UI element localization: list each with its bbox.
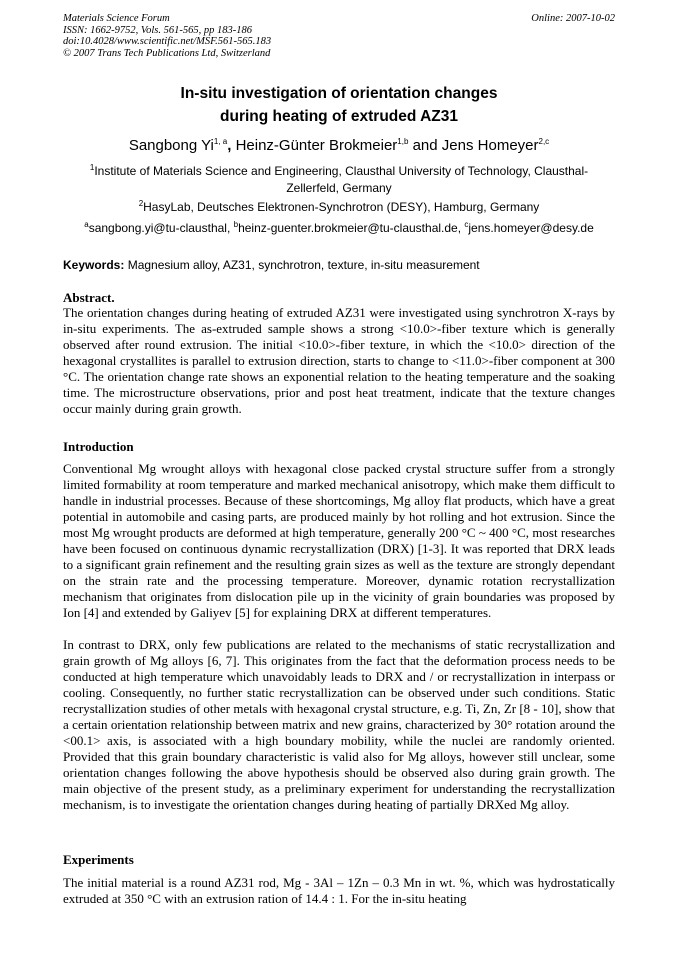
author-superscript: 1, a — [213, 137, 228, 146]
abstract-body: The orientation changes during heating of extruded AZ31 were investigated using synchrotron X-rays by in-situ experiments. The as-extruded sample shows a strong <10.0>-fiber texture which is generally observed after round extrusion. The initial <10.0>-fiber texture, in which the <10.0> direction of the hexagonal crystallites is parallel to extrusion direction, starts to change to <11.0>-fiber component at 300 °C. The orientation change rate shows an exponential relation to the heating temperature and the soaking time. The microstructure observations, prior and post heat treatment, indicate that the texture changes occur mainly during grain growth. — [63, 305, 615, 416]
title-line-2: during heating of extruded AZ31 — [220, 108, 458, 125]
introduction-paragraph-2: In contrast to DRX, only few publications are related to the mechanisms of static recrystallization and grain growth of Mg alloys [6, 7]. This originates from the fact that the deformation process needs to be conducted at high temperature which unavoidably leads to DRX and / or recrystallization in interpass or cooling. Consequently, no further static recrystallization can be observed under such conditions. Static recrystallization studies of other metals with hexagonal crystal structure, e.g. Ti, Zn, Zr [8 - 10], show that a certain orientation relationship between matrix and new grains, characterized by 30° rotation around the <00.1> axis, is associated with a high boundary mobility, while the nuclei are randomly oriented. Provided that this grain boundary characteristic is valid also for Mg alloys, however still unclear, some orientation changes following the above hypothesis should be observed also during grain growth. The main objective of the present study, as a preliminary experiment for understanding the recrystallization mechanism, is to investigate the orientation changes during heating of partially DRXed Mg alloy. — [63, 637, 616, 812]
email-list — [65, 220, 613, 237]
doi: doi:10.4028/www.scientific.net/MSF.561-565.183 — [63, 36, 272, 47]
online-date: Online: 2007-10-02 — [531, 13, 615, 24]
experiments-paragraph-1: The initial material is a round AZ31 rod, Mg - 3Al – 1Zn – 0.3 Mn in wt. %, which was hydrostatically extruded at 350 °C with an extrusion ration of 14.4 : 1. For the in-situ heating — [63, 875, 615, 906]
author-superscript: 2,c — [538, 137, 550, 146]
email-c: jens.homeyer@desy.de — [468, 221, 594, 235]
keywords-text: Magnesium alloy, AZ31, synchrotron, texture, in-situ measurement — [124, 258, 480, 272]
affiliation-1 — [65, 163, 613, 197]
experiments-heading: Experiments — [63, 852, 134, 867]
copyright: © 2007 Trans Tech Publications Ltd, Switzerland — [63, 47, 271, 59]
introduction-paragraph-1: Conventional Mg wrought alloys with hexagonal close packed crystal structure suffer from a strongly limited formability at room temperature and marked mechanical anisotropy, which make them difficult to handle in industrial processes. Because of these shortcomings, Mg alloy flat products, which have a great potential in automobile and casing parts, are produced mainly by hot rolling and hot extrusion. Since the most Mg wrought products are deformed at high temperature, generally 200 °C ~ 400 °C, most researches have been focused on continuous dynamic recrystallization (DRX) [1-3]. It was reported that DRX leads to a significant grain refinement and the resulting grain sizes as well as the texture are strongly dependant on the strain rate and the processing temperature. Moreover, dynamic rotation recrystallization mechanism that originates from dislocation pile up in the vicinity of grain boundaries was proposed by Ion [4] and extended by Galiyev [5] for explaining DRX at different temperatures. — [63, 461, 615, 620]
affiliation-text: Institute of Materials Science and Engineering, Clausthal University of Technology, Clausthal-Zellerfeld, Germany — [94, 164, 589, 195]
introduction-heading: Introduction — [63, 439, 134, 454]
email-superscript: c — [464, 220, 469, 229]
author-name: Heinz-Günter Brokmeier — [235, 137, 398, 154]
email-superscript: a — [84, 220, 89, 229]
title-line-1: In-situ investigation of orientation changes — [180, 85, 498, 102]
keywords-label: Keywords: — [63, 258, 125, 272]
paper-title — [40, 82, 638, 128]
author-list — [30, 136, 648, 156]
journal-header — [63, 13, 615, 59]
email-superscript: b — [233, 220, 239, 229]
affiliation-superscript: 1 — [89, 163, 95, 172]
email-a: sangbong.yi@tu-clausthal, — [88, 221, 234, 235]
affiliation-2 — [65, 199, 613, 216]
author-separator: , — [227, 137, 236, 154]
author-superscript: 1,b — [397, 137, 409, 146]
abstract-heading: Abstract. — [63, 290, 115, 305]
keywords — [63, 257, 615, 273]
affiliation-superscript: 2 — [138, 199, 144, 208]
email-b: heinz-guenter.brokmeier@tu-clausthal.de, — [238, 221, 465, 235]
journal-name: Materials Science Forum — [63, 13, 170, 24]
author-separator: and — [408, 137, 442, 154]
issn: ISSN: 1662-9752, Vols. 561-565, pp 183-186 — [63, 24, 252, 36]
affiliation-text: HasyLab, Deutsches Elektronen-Synchrotron (DESY), Hamburg, Germany — [143, 200, 540, 214]
author-name: Jens Homeyer — [441, 137, 539, 154]
author-name: Sangbong Yi — [128, 137, 214, 154]
